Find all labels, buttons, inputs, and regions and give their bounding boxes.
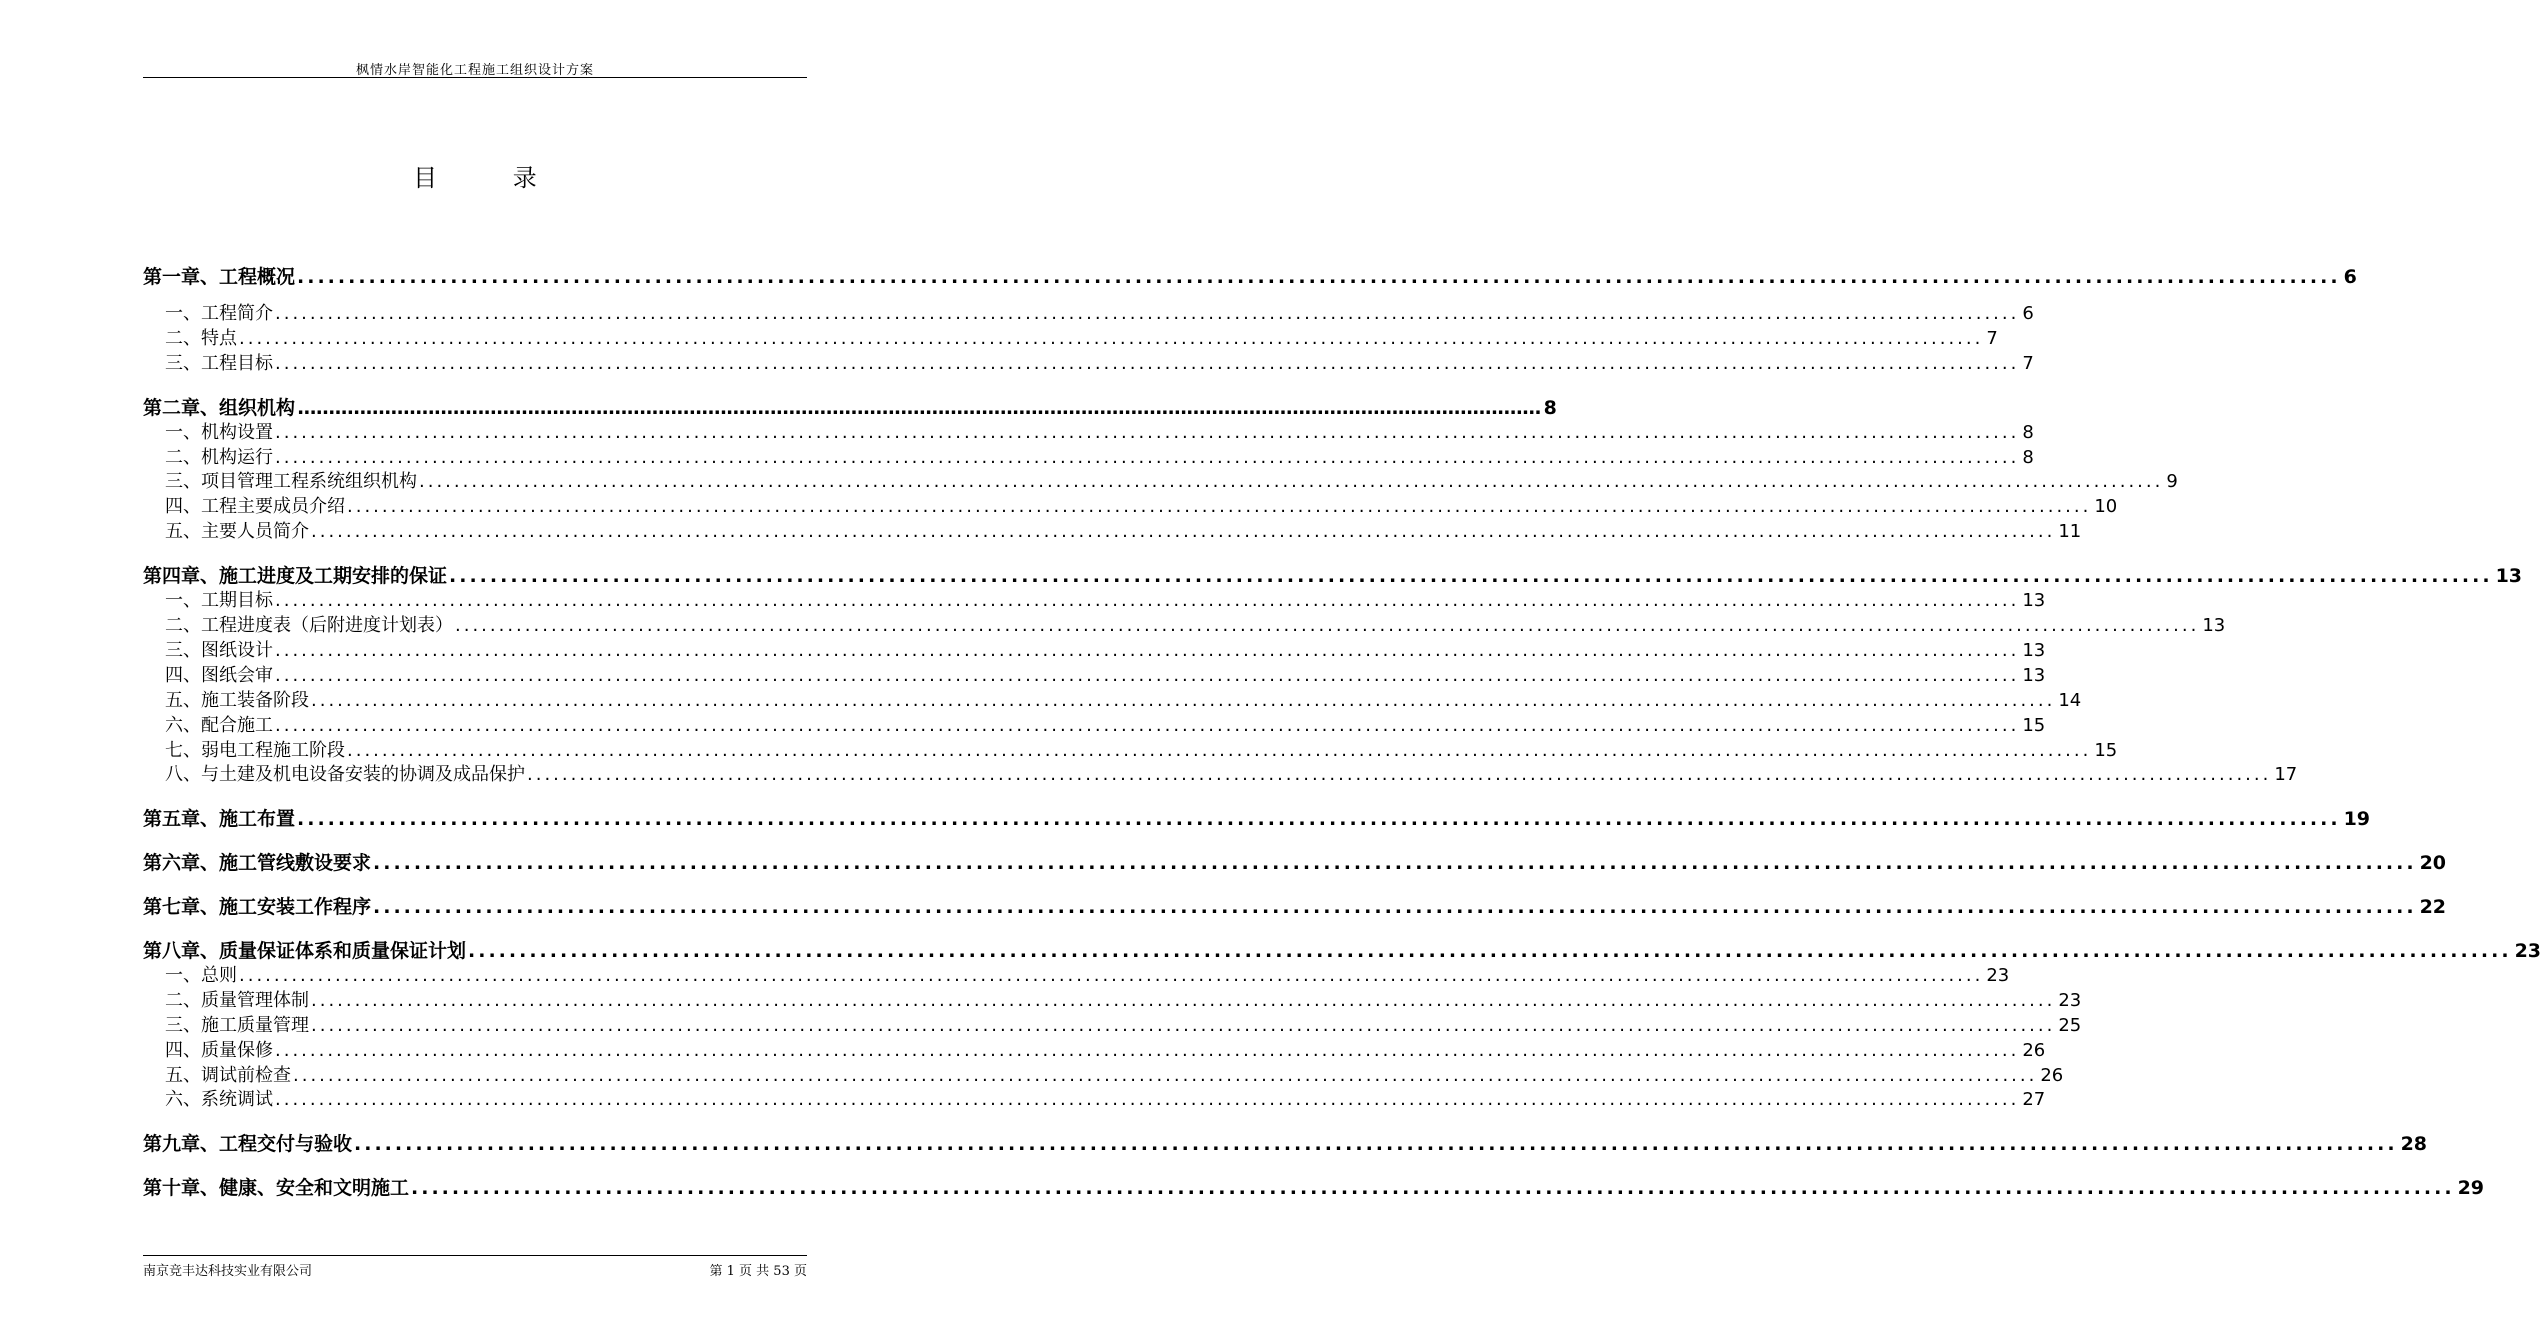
- toc-page-number: 13: [2202, 615, 2226, 636]
- toc-chapter-entry[interactable]: [143, 804, 2371, 831]
- toc-page-number: 26: [2040, 1065, 2064, 1086]
- toc-dot-leader: ........................................................................................................................................................................................................: [275, 1089, 2020, 1110]
- toc-entry-label: 二、特点: [165, 328, 237, 349]
- toc-page-number: 23: [2058, 990, 2082, 1011]
- toc-entry-label: 三、施工质量管理: [165, 1015, 309, 1036]
- toc-entry-label: 二、质量管理体制: [165, 990, 309, 1011]
- toc-entry-label: 第一章、工程概况: [143, 266, 296, 288]
- toc-entry-label: 三、工程目标: [165, 353, 273, 374]
- toc-dot-leader: ........................................................................................................................................................................................................: [527, 764, 2272, 785]
- toc-page-number: 8: [1543, 397, 1557, 419]
- toc-entry-label: 三、图纸设计: [165, 640, 273, 661]
- toc-entry-label: 七、弱电工程施工阶段: [165, 740, 345, 761]
- toc-section-entry[interactable]: [143, 517, 2082, 543]
- toc-dot-leader: ........................................................................................................................................................................................................: [311, 690, 2056, 711]
- toc-entry-label: 四、工程主要成员介绍: [165, 496, 345, 517]
- toc-page-number: 14: [2058, 690, 2082, 711]
- toc-entry-label: 四、质量保修: [165, 1040, 273, 1061]
- toc-page-number: 22: [2419, 896, 2447, 918]
- toc-section-entry[interactable]: [143, 1011, 2082, 1037]
- toc-chapter-entry[interactable]: [143, 1129, 2428, 1156]
- toc-section-entry[interactable]: [143, 736, 2118, 762]
- toc-page-number: 23: [1986, 965, 2010, 986]
- toc-page-number: 9: [2166, 471, 2178, 492]
- toc-page-number: 27: [2022, 1089, 2046, 1110]
- page-prefix: 第: [709, 1264, 723, 1279]
- toc-dot-leader: ........................................................................................................................................................................................................: [347, 740, 2092, 761]
- toc-section-entry[interactable]: [143, 467, 2178, 493]
- toc-entry-label: 八、与土建及机电设备安装的协调及成品保护: [165, 764, 525, 785]
- toc-dot-leader: ........................................................................................................................................................................................................: [468, 940, 2512, 962]
- toc-dot-leader: ........................................................................................................................................................................................................: [275, 353, 2020, 374]
- toc-page-number: 26: [2022, 1040, 2046, 1061]
- toc-page-number: 6: [2022, 303, 2034, 324]
- footer-page-number: [709, 1260, 807, 1279]
- toc-page-number: 20: [2419, 852, 2447, 874]
- toc-page-number: 17: [2274, 764, 2298, 785]
- footer-divider: [143, 1255, 807, 1256]
- footer-company: 南京竞丰达科技实业有限公司: [143, 1264, 313, 1279]
- toc-chapter-entry[interactable]: [143, 393, 1557, 420]
- toc-dot-leader: ........................................................................................................................................................................................................: [455, 615, 2200, 636]
- toc-section-entry[interactable]: [143, 986, 2082, 1012]
- toc-dot-leader: ........................................................................................................................................................................................................: [239, 965, 1984, 986]
- toc-dot-leader: ........................................................................................................................................................................................................: [275, 715, 2020, 736]
- toc-chapter-entry[interactable]: [143, 561, 2523, 588]
- toc-page-number: 7: [1986, 328, 1998, 349]
- toc-section-entry[interactable]: [143, 1036, 2046, 1062]
- toc-dot-leader: ........................................................................................................................................................................................................: [275, 640, 2020, 661]
- toc-section-entry[interactable]: [143, 443, 2034, 469]
- toc-section-entry[interactable]: [143, 586, 2046, 612]
- toc-entry-label: 第八章、质量保证体系和质量保证计划: [143, 940, 467, 962]
- toc-chapter-entry[interactable]: [143, 262, 2357, 289]
- toc-dot-leader: ........................................................................................................................................................................................................: [297, 808, 2341, 830]
- header-divider: [143, 77, 807, 78]
- toc-dot-leader: ........................................................................................................................................................................................................: [275, 665, 2020, 686]
- toc-entry-label: 五、主要人员简介: [165, 521, 309, 542]
- toc-entry-label: 四、图纸会审: [165, 665, 273, 686]
- page-total: 53: [773, 1264, 790, 1279]
- toc-dot-leader: ........................................................................................................................................................................................................: [311, 990, 2056, 1011]
- toc-dot-leader: ........................................................................................................................................................................................................: [297, 397, 1541, 419]
- toc-entry-label: 五、施工装备阶段: [165, 690, 309, 711]
- toc-section-entry[interactable]: [143, 324, 1998, 350]
- toc-title: 目 录: [413, 164, 571, 192]
- toc-entry-label: 一、工程简介: [165, 303, 273, 324]
- toc-entry-label: 一、工期目标: [165, 590, 273, 611]
- toc-chapter-entry[interactable]: [143, 892, 2447, 919]
- toc-page-number: 13: [2022, 640, 2046, 661]
- toc-entry-label: 六、配合施工: [165, 715, 273, 736]
- toc-chapter-entry[interactable]: [143, 1173, 2485, 1200]
- toc-dot-leader: ........................................................................................................................................................................................................: [411, 1177, 2455, 1199]
- toc-section-entry[interactable]: [143, 636, 2046, 662]
- toc-dot-leader: ........................................................................................................................................................................................................: [275, 422, 2020, 443]
- toc-entry-label: 一、机构设置: [165, 422, 273, 443]
- toc-page-number: 29: [2457, 1177, 2485, 1199]
- toc-dot-leader: ........................................................................................................................................................................................................: [347, 496, 2092, 517]
- toc-section-entry[interactable]: [143, 961, 2010, 987]
- toc-section-entry[interactable]: [143, 492, 2118, 518]
- toc-dot-leader: ........................................................................................................................................................................................................: [239, 328, 1984, 349]
- toc-section-entry[interactable]: [143, 1085, 2046, 1111]
- toc-page-number: 15: [2094, 740, 2118, 761]
- toc-chapter-entry[interactable]: [143, 936, 2541, 963]
- toc-page-number: 6: [2343, 266, 2357, 288]
- toc-entry-label: 二、机构运行: [165, 447, 273, 468]
- toc-section-entry[interactable]: [143, 611, 2226, 637]
- toc-entry-label: 第二章、组织机构: [143, 397, 296, 419]
- toc-dot-leader: ........................................................................................................................................................................................................: [354, 1133, 2398, 1155]
- toc-dot-leader: ........................................................................................................................................................................................................: [275, 1040, 2020, 1061]
- toc-entry-label: 第六章、施工管线敷设要求: [143, 852, 372, 874]
- toc-page-number: 13: [2495, 565, 2523, 587]
- toc-section-entry[interactable]: [143, 349, 2034, 375]
- toc-page-number: 13: [2022, 665, 2046, 686]
- toc-entry-label: 三、项目管理工程系统组织机构: [165, 471, 417, 492]
- toc-entry-label: 一、总则: [165, 965, 237, 986]
- toc-page-number: 7: [2022, 353, 2034, 374]
- toc-page-number: 23: [2514, 940, 2541, 962]
- running-header-title: 枫情水岸智能化工程施工组织设计方案: [355, 63, 594, 78]
- toc-dot-leader: ........................................................................................................................................................................................................: [311, 521, 2056, 542]
- toc-dot-leader: ........................................................................................................................................................................................................: [275, 590, 2020, 611]
- toc-page-number: 25: [2058, 1015, 2082, 1036]
- toc-dot-leader: ........................................................................................................................................................................................................: [373, 896, 2417, 918]
- page-current: 1: [726, 1264, 735, 1279]
- toc-dot-leader: ........................................................................................................................................................................................................: [293, 1065, 2038, 1086]
- toc-entry-label: 六、系统调试: [165, 1089, 273, 1110]
- toc-section-entry[interactable]: [143, 661, 2046, 687]
- toc-dot-leader: ........................................................................................................................................................................................................: [275, 447, 2020, 468]
- toc-dot-leader: ........................................................................................................................................................................................................: [275, 303, 2020, 324]
- toc-dot-leader: ........................................................................................................................................................................................................: [311, 1015, 2056, 1036]
- toc-entry-label: 第五章、施工布置: [143, 808, 296, 830]
- toc-page-number: 19: [2343, 808, 2371, 830]
- toc-section-entry[interactable]: [143, 299, 2034, 325]
- toc-entry-label: 第十章、健康、安全和文明施工: [143, 1177, 410, 1199]
- toc-entry-label: 第九章、工程交付与验收: [143, 1133, 353, 1155]
- toc-section-entry[interactable]: [143, 1061, 2064, 1087]
- toc-page-number: 11: [2058, 521, 2082, 542]
- toc-section-entry[interactable]: [143, 760, 2298, 786]
- toc-page-number: 8: [2022, 447, 2034, 468]
- toc-chapter-entry[interactable]: [143, 848, 2447, 875]
- toc-dot-leader: ........................................................................................................................................................................................................: [449, 565, 2493, 587]
- toc-entry-label: 第七章、施工安装工作程序: [143, 896, 372, 918]
- toc-dot-leader: ........................................................................................................................................................................................................: [297, 266, 2341, 288]
- toc-page-number: 13: [2022, 590, 2046, 611]
- toc-dot-leader: ........................................................................................................................................................................................................: [373, 852, 2417, 874]
- toc-page-number: 8: [2022, 422, 2034, 443]
- toc-page-number: 28: [2400, 1133, 2428, 1155]
- page-suffix: 页: [793, 1264, 807, 1279]
- toc-page-number: 10: [2094, 496, 2118, 517]
- page-mid: 页 共: [739, 1264, 770, 1279]
- toc-entry-label: 第四章、施工进度及工期安排的保证: [143, 565, 448, 587]
- toc-page-number: 15: [2022, 715, 2046, 736]
- toc-entry-label: 五、调试前检查: [165, 1065, 291, 1086]
- toc-entry-label: 二、工程进度表（后附进度计划表）: [165, 615, 453, 636]
- toc-section-entry[interactable]: [143, 686, 2082, 712]
- toc-section-entry[interactable]: [143, 418, 2034, 444]
- toc-section-entry[interactable]: [143, 711, 2046, 737]
- toc-dot-leader: ........................................................................................................................................................................................................: [419, 471, 2164, 492]
